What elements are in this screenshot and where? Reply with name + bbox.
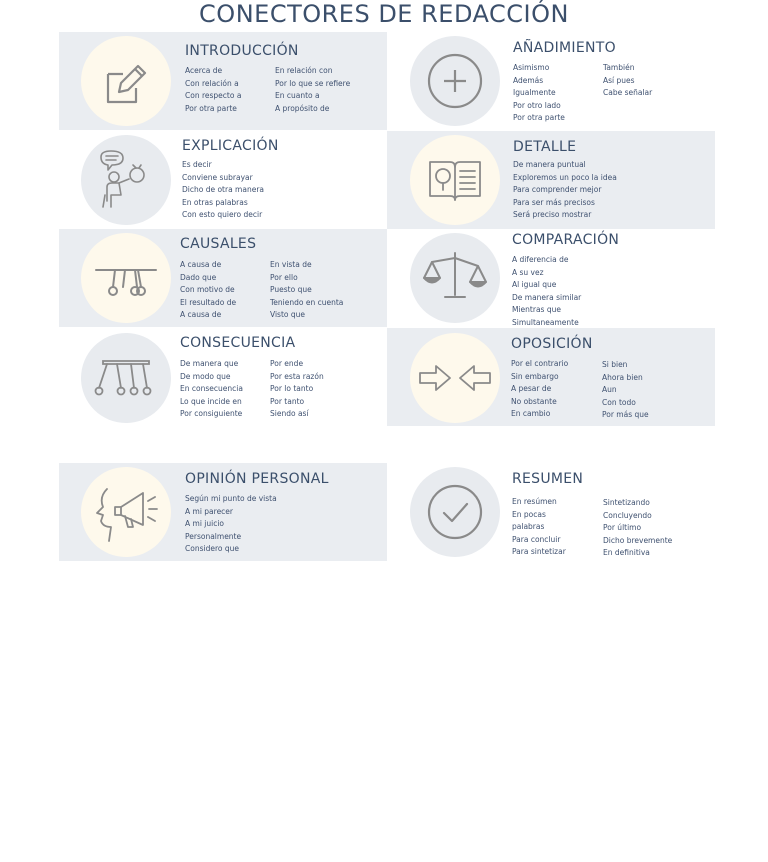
connector-list [603, 497, 672, 560]
pencil-edit-icon [81, 36, 171, 126]
card-title: OPINIÓN PERSONAL [185, 471, 329, 487]
connector-item: Sintetizando [603, 498, 650, 507]
card-title: INTRODUCCIÓN [185, 43, 299, 59]
card-title: OPOSICIÓN [511, 336, 593, 352]
connector-item: Considero que [185, 544, 239, 553]
connector-item: Con relación a [185, 78, 239, 88]
presenter-speaking-icon [81, 135, 171, 225]
connector-list [602, 359, 649, 422]
connector-item: A causa de [180, 260, 222, 269]
connector-item: Según mi punto de vista [185, 494, 277, 503]
plus-circle-icon [410, 36, 500, 126]
connector-item: Visto que [270, 310, 305, 319]
connector-item: Cabe señalar [603, 88, 653, 97]
connector-item: Si bien [602, 360, 628, 369]
connector-item: A su vez [512, 267, 544, 277]
connector-item: Aun [602, 385, 617, 394]
connector-item: Para sintetizar [512, 547, 566, 556]
connector-item: Con esto quiero decir [182, 210, 263, 219]
connector-item: Con todo [602, 397, 636, 407]
connector-item: En resúmen [512, 497, 557, 506]
connector-item: A pesar de [511, 384, 552, 393]
connector-item: Por esta razón [270, 371, 324, 381]
connector-item: A mi parecer [185, 506, 233, 516]
card-title: CAUSALES [180, 236, 257, 252]
connector-list [511, 358, 568, 421]
card-explicacion [59, 131, 387, 229]
connector-item: Por tanto [270, 396, 305, 406]
connector-item: Sin embargo [511, 371, 559, 381]
card-oposicion [387, 328, 715, 426]
newton-cradle-icon [81, 333, 171, 423]
connector-item: En otras palabras [182, 197, 248, 207]
page-title: CONECTORES DE REDACCIÓN [199, 0, 569, 28]
connector-item: A mi juicio [185, 519, 225, 528]
connector-item: Al igual que [512, 280, 557, 289]
connector-item: Será preciso mostrar [513, 210, 592, 219]
card-title: EXPLICACIÓN [182, 138, 279, 154]
connector-item: Por lo que se refiere [275, 78, 351, 88]
connector-item: En pocas [512, 509, 546, 519]
connector-item: Para ser más precisos [513, 197, 595, 207]
connector-list [513, 62, 565, 125]
connector-item: De manera puntual [513, 160, 586, 169]
connector-list [270, 259, 343, 322]
connector-item: Siendo así [270, 409, 309, 418]
connector-list [270, 358, 324, 421]
book-magnifier-icon [410, 135, 500, 225]
card-consecuencia [59, 328, 387, 426]
connector-item: El resultado de [180, 297, 237, 307]
connector-list [512, 496, 566, 559]
connector-item: Por otra parte [185, 103, 237, 113]
card-comparacion [387, 229, 715, 327]
connector-item: Así pues [603, 75, 635, 85]
connector-item: Por ello [270, 272, 298, 282]
card-opinion-personal [59, 463, 387, 561]
connector-list [603, 62, 652, 100]
connector-item: En vista de [270, 260, 312, 269]
connector-item: Por otro lado [513, 100, 561, 110]
connector-item: Con respecto a [185, 91, 242, 100]
connector-item: Exploremos un poco la idea [513, 172, 617, 182]
card-causales [59, 229, 387, 327]
connector-item: Para comprender mejor [513, 185, 602, 194]
connector-list [275, 65, 350, 115]
connector-list [180, 259, 236, 322]
connector-item: En consecuencia [180, 384, 243, 393]
opposing-arrows-icon [410, 333, 500, 423]
connector-item: Dado que [180, 272, 217, 282]
connector-item: No obstante [511, 396, 557, 406]
connector-item: En cambio [511, 409, 551, 418]
connector-item: A causa de [180, 310, 222, 319]
connector-item: Concluyendo [603, 510, 652, 520]
connector-item: Personalmente [185, 531, 242, 541]
megaphone-speaker-icon [81, 467, 171, 557]
connector-item: A propósito de [275, 103, 330, 113]
connector-item: En cuanto a [275, 91, 320, 100]
connector-item: palabras [512, 522, 545, 531]
card-introduccion [59, 32, 387, 130]
connector-list [180, 358, 243, 421]
connector-item: Por consiguiente [180, 409, 243, 418]
connector-item: Por lo tanto [270, 384, 314, 393]
card-title: COMPARACIÓN [512, 232, 620, 248]
connector-item: Además [513, 75, 544, 85]
connector-item: Con motivo de [180, 285, 235, 294]
connector-item: Por ende [270, 359, 304, 368]
connector-item: Acerca de [185, 66, 223, 75]
connector-item: Es decir [182, 160, 212, 169]
connector-item: Puesto que [270, 285, 312, 294]
card-title: CONSECUENCIA [180, 335, 296, 351]
card-anadimiento [387, 32, 715, 130]
connector-item: Mientras que [512, 305, 561, 314]
connector-item: Asimismo [513, 63, 550, 72]
connector-list [182, 159, 264, 222]
connector-list [185, 493, 277, 556]
connector-item: De manera que [180, 359, 239, 368]
connector-list [512, 254, 581, 329]
card-title: DETALLE [513, 139, 577, 155]
connector-item: De modo que [180, 371, 231, 381]
connector-item: En relación con [275, 66, 333, 75]
connector-item: Simultaneamente [512, 317, 579, 327]
connector-item: Dicho brevemente [603, 535, 673, 545]
connector-item: Para concluir [512, 534, 561, 544]
connector-item: Por otra parte [513, 113, 565, 122]
connector-item: Por el contrario [511, 359, 569, 368]
connector-item: Conviene subrayar [182, 172, 253, 182]
connector-list [185, 65, 241, 115]
checkmark-circle-icon [410, 467, 500, 557]
connector-item: De manera similar [512, 292, 582, 302]
connector-item: A diferencia de [512, 255, 569, 264]
card-title: AÑADIMIENTO [513, 40, 616, 56]
connector-item: Por último [603, 523, 642, 532]
balance-scale-icon [410, 233, 500, 323]
card-detalle [387, 131, 715, 229]
connector-item: Por más que [602, 410, 649, 419]
connector-item: En definitiva [603, 548, 650, 557]
connector-list [513, 159, 617, 222]
connector-item: Igualmente [513, 88, 556, 97]
connector-item: Lo que incide en [180, 396, 242, 406]
connector-item: También [603, 63, 635, 72]
card-resumen [387, 463, 715, 561]
newton-cradle-small-icon [81, 233, 171, 323]
connector-item: Ahora bien [602, 372, 643, 382]
card-title: RESUMEN [512, 471, 584, 487]
connector-item: Dicho de otra manera [182, 185, 265, 194]
connector-item: Teniendo en cuenta [270, 297, 344, 307]
